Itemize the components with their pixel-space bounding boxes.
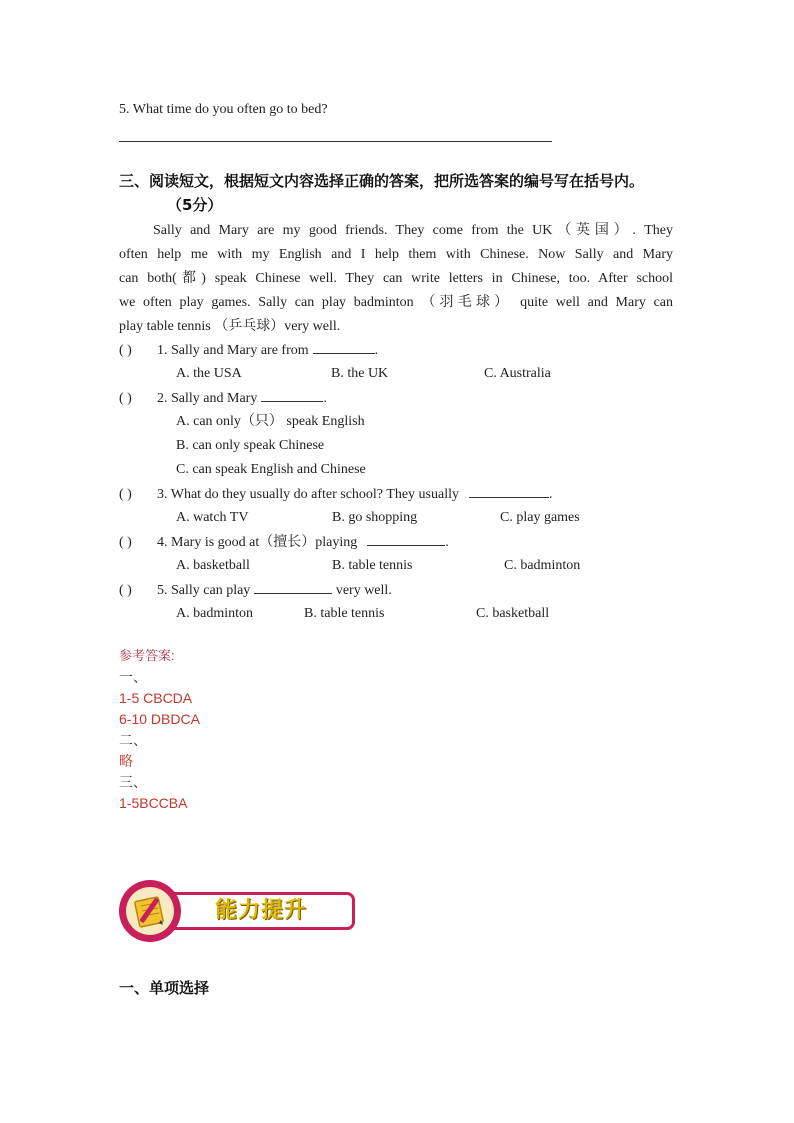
option-b[interactable]: B. the UK	[331, 366, 389, 381]
answer-paren[interactable]: ( )	[119, 487, 132, 502]
answer-key-label: 参考答案:	[119, 648, 175, 663]
ability-banner	[119, 880, 359, 942]
option-c[interactable]: C. basketball	[476, 606, 550, 621]
question-tail: .	[445, 535, 449, 550]
option-a[interactable]: A. the USA	[176, 366, 242, 381]
answer-paren[interactable]: ( )	[119, 583, 132, 598]
question-5-prev: 5. What time do you often go to bed?	[119, 102, 328, 117]
question-stem: 5. Sally can play	[157, 583, 251, 598]
reading-section-score: （5分）	[167, 196, 223, 214]
question-tail: .	[323, 391, 327, 406]
question-4	[119, 533, 449, 552]
option-a[interactable]: A. badminton	[176, 606, 253, 621]
option-b[interactable]: B. table tennis	[304, 606, 385, 621]
option-b[interactable]: B. can only speak Chinese	[176, 438, 325, 453]
question-tail: .	[548, 487, 553, 502]
passage-line: Sally and Mary are my good friends. They come from the UK（英国）. They	[153, 223, 673, 238]
answer-key-line: 1-5BCCBA	[119, 795, 188, 811]
passage-line: often help me with my English and I help them with Chinese. Now Sally and Mary	[119, 247, 673, 262]
option-c[interactable]: C. badminton	[504, 558, 581, 573]
fill-blank[interactable]	[469, 485, 549, 498]
question-stem: 1. Sally and Mary are from	[157, 343, 309, 358]
answer-paren[interactable]: ( )	[119, 391, 132, 406]
answer-key-line: 一、	[119, 669, 147, 685]
answer-paren[interactable]: ( )	[119, 343, 132, 358]
question-1	[119, 341, 378, 360]
fill-blank[interactable]	[261, 389, 323, 402]
reading-passage	[119, 219, 673, 339]
question-stem: 4. Mary is good at（擅长）playing	[157, 535, 358, 550]
fill-blank[interactable]	[254, 581, 332, 594]
option-b[interactable]: B. go shopping	[332, 510, 418, 525]
option-c[interactable]: C. play games	[500, 510, 580, 525]
answer-key-line: 三、	[119, 774, 147, 790]
pencil-notebook-icon	[126, 887, 174, 935]
option-a[interactable]: A. watch TV	[176, 510, 249, 525]
reading-section-heading: 三、阅读短文，根据短文内容选择正确的答案，把所选答案的编号写在括号内。	[119, 172, 645, 190]
question-tail: very well.	[332, 583, 392, 598]
fill-blank[interactable]	[313, 341, 375, 354]
option-c[interactable]: C. Australia	[484, 366, 551, 381]
question-stem: 2. Sally and Mary	[157, 391, 258, 406]
answer-line	[119, 141, 552, 142]
passage-line: can both(都) speak Chinese well. They can write letters in Chinese, too. After school	[119, 271, 673, 286]
banner-title: 能力提升	[215, 898, 308, 923]
banner-circle	[119, 880, 181, 942]
answer-key-line: 1-5 CBCDA	[119, 690, 193, 706]
answer-paren[interactable]: ( )	[119, 535, 132, 550]
question-5	[119, 581, 392, 600]
option-b[interactable]: B. table tennis	[332, 558, 413, 573]
single-choice-heading: 一、单项选择	[119, 979, 210, 997]
question-stem: 3. What do they usually do after school? They usually	[157, 487, 459, 502]
passage-line: play table tennis （乒乓球）very well.	[119, 319, 341, 334]
option-a[interactable]: A. basketball	[176, 558, 250, 573]
question-3	[119, 485, 552, 504]
question-tail: .	[374, 343, 379, 358]
option-a[interactable]: A. can only（只） speak English	[176, 414, 365, 429]
option-c[interactable]: C. can speak English and Chinese	[176, 462, 366, 477]
question-2	[119, 389, 327, 408]
answer-key-line: 略	[119, 753, 133, 769]
fill-blank[interactable]	[367, 533, 445, 546]
passage-line: we often play games. Sally can play badminton （羽毛球） quite well and Mary can	[119, 295, 673, 310]
answer-key-line: 二、	[119, 732, 147, 748]
answer-key-line: 6-10 DBDCA	[119, 711, 200, 727]
